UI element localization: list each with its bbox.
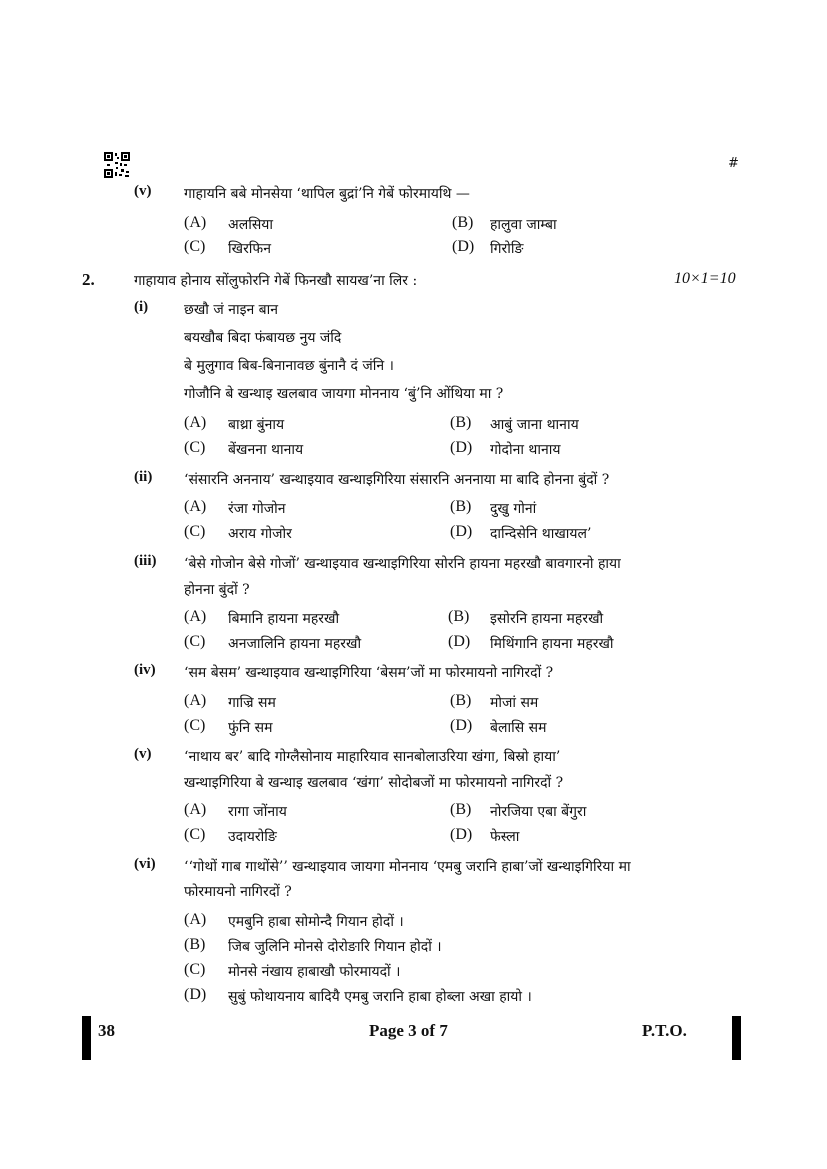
option-label: (C) bbox=[184, 717, 206, 734]
sub-question-number: (v) bbox=[134, 746, 152, 762]
question-number: 2. bbox=[82, 270, 95, 289]
option-label: (D) bbox=[452, 238, 475, 255]
option-text: अराय गोजोर bbox=[228, 526, 292, 542]
sub-question-text: ‘सम बेसम’ खन्थाइयाव खन्थाइगिरिया ‘बेसम’जों मा फोरमायनो नागिरदों ? bbox=[184, 665, 554, 681]
poem-line: बयखौब बिदा फंबायछ नुय जंदि bbox=[184, 330, 342, 346]
option-text: आबुं जाना थानाय bbox=[490, 417, 579, 433]
option-label: (A) bbox=[184, 801, 207, 818]
option-text: एमबुनि हाबा सोमोन्दै गियान होदों । bbox=[228, 914, 404, 930]
sub-question-number: (vi) bbox=[134, 856, 156, 872]
option-text: मोजां सम bbox=[490, 695, 539, 711]
option-label: (B) bbox=[450, 801, 472, 818]
option-label: (B) bbox=[448, 608, 470, 625]
page-number: Page 3 of 7 bbox=[369, 1021, 448, 1040]
sub-question-text: ‘‘गोथों गाब गाथोंसे’’ खन्थाइयाव जायगा मोननाय ‘एमबु जरानि हाबा’जों खन्थाइगिरिया मा bbox=[184, 859, 631, 875]
option-label: (D) bbox=[450, 523, 473, 540]
question-marks: 10×1=10 bbox=[674, 270, 736, 287]
option-text: रागा जोंनाय bbox=[228, 804, 287, 820]
option-text: रंजा गोजोन bbox=[228, 501, 286, 517]
option-label: (C) bbox=[184, 826, 206, 843]
please-turn-over: P.T.O. bbox=[642, 1021, 687, 1040]
option-text: सुबुं फोथायनाय बादियै एमबु जरानि हाबा होब्ला अखा हायो । bbox=[228, 989, 532, 1005]
option-label: (B) bbox=[450, 498, 472, 515]
sub-question-number: (ii) bbox=[134, 469, 153, 485]
sub-question-text: ‘नाथाय बर’ बादि गोग्लैसोनाय माहारियाव सानबोलाउरिया खंगा, बिस्रो हाया’ bbox=[184, 749, 561, 765]
option-label: (B) bbox=[452, 214, 474, 231]
option-text: फेस्ला bbox=[490, 829, 520, 845]
sub-question-text: ‘बेसे गोजोन बेसे गोजों’ खन्थाइयाव खन्थाइगिरिया सोरनि हायना महरखौ बावगारनो हाया bbox=[184, 556, 621, 572]
option-text: हालुवा जाम्बा bbox=[490, 217, 557, 233]
option-text: अनजालिनि हायना महरखौ bbox=[228, 636, 362, 652]
left-margin-bar bbox=[82, 1016, 91, 1060]
option-label: (C) bbox=[184, 633, 206, 650]
option-text: गोदोना थानाय bbox=[490, 442, 561, 458]
option-text: उदायरोङि bbox=[228, 829, 277, 845]
option-text: खिरफिन bbox=[228, 241, 271, 257]
option-label: (A) bbox=[184, 608, 207, 625]
option-text: इसोरनि हायना महरखौ bbox=[490, 611, 604, 627]
option-label: (D) bbox=[448, 633, 471, 650]
option-text: बिमानि हायना महरखौ bbox=[228, 611, 340, 627]
header-mark: # bbox=[728, 156, 739, 171]
option-label: (A) bbox=[184, 414, 207, 431]
sub-question-text: फोरमायनो नागिरदों ? bbox=[184, 884, 292, 900]
option-text: जिब जुलिनि मोनसे दोरोङारि गियान होदों । bbox=[228, 939, 442, 955]
qr-code-icon bbox=[104, 152, 130, 178]
option-label: (B) bbox=[450, 692, 472, 709]
option-text: बाथ्रा बुंनाय bbox=[228, 417, 285, 433]
sub-question-text: गोजौनि बे खन्थाइ खलबाव जायगा मोननाय ‘बुं’नि ओंथिया मा ? bbox=[184, 386, 504, 402]
sub-question-number: (iii) bbox=[134, 553, 157, 569]
right-margin-bar bbox=[732, 1016, 741, 1060]
paper-code: 38 bbox=[98, 1021, 115, 1040]
option-text: गिरोङि bbox=[490, 241, 524, 257]
poem-line: बे मुलुगाव बिब-बिनानावछ बुंनानै दं जंनि । bbox=[184, 358, 394, 374]
option-label: (A) bbox=[184, 498, 207, 515]
option-label: (A) bbox=[184, 911, 207, 928]
option-label: (C) bbox=[184, 523, 206, 540]
option-text: दान्दिसेनि थाखायल’ bbox=[490, 526, 592, 542]
option-text: बेंखनना थानाय bbox=[228, 442, 304, 458]
sub-question-text: होनना बुंदों ? bbox=[184, 582, 250, 598]
sub-question-number: (i) bbox=[134, 299, 149, 315]
option-label: (D) bbox=[450, 439, 473, 456]
question-instruction: गाहायाव होनाय सोंलुफोरनि गेबें फिनखौ सायख’ना लिर : bbox=[134, 273, 418, 289]
option-text: दुखु गोनां bbox=[490, 501, 537, 517]
option-label: (C) bbox=[184, 238, 206, 255]
option-label: (A) bbox=[184, 692, 207, 709]
sub-question-text: ‘संसारनि अननाय’ खन्थाइयाव खन्थाइगिरिया संसारनि अननाया मा बादि होनना बुंदों ? bbox=[184, 472, 610, 488]
option-label: (D) bbox=[450, 717, 473, 734]
option-text: अलसिया bbox=[228, 217, 274, 233]
question-number: (v) bbox=[134, 183, 152, 199]
poem-line: छखौ जं नाइन बान bbox=[184, 302, 279, 318]
option-label: (D) bbox=[450, 826, 473, 843]
option-text: बेलासि सम bbox=[490, 720, 547, 736]
option-label: (A) bbox=[184, 214, 207, 231]
option-text: मोनसे नंखाय हाबाखौ फोरमायदों । bbox=[228, 964, 401, 980]
sub-question-text: खन्थाइगिरिया बे खन्थाइ खलबाव ‘खंगा’ सोदोबजों मा फोरमायनो नागिरदों ? bbox=[184, 775, 564, 791]
sub-question-number: (iv) bbox=[134, 662, 156, 678]
question-text: गाहायनि बबे मोनसेया ‘थापिल बुद्रां’नि गेबें फोरमायथि — bbox=[184, 186, 470, 202]
option-text: मिथिंगानि हायना महरखौ bbox=[490, 636, 614, 652]
option-label: (C) bbox=[184, 439, 206, 456]
option-text: नोरजिया एबा बेंगुरा bbox=[490, 804, 587, 820]
option-label: (B) bbox=[450, 414, 472, 431]
option-label: (B) bbox=[184, 936, 206, 953]
option-text: गाज्रि सम bbox=[228, 695, 276, 711]
option-text: फुंनि सम bbox=[228, 720, 273, 736]
option-label: (D) bbox=[184, 986, 207, 1003]
option-label: (C) bbox=[184, 961, 206, 978]
